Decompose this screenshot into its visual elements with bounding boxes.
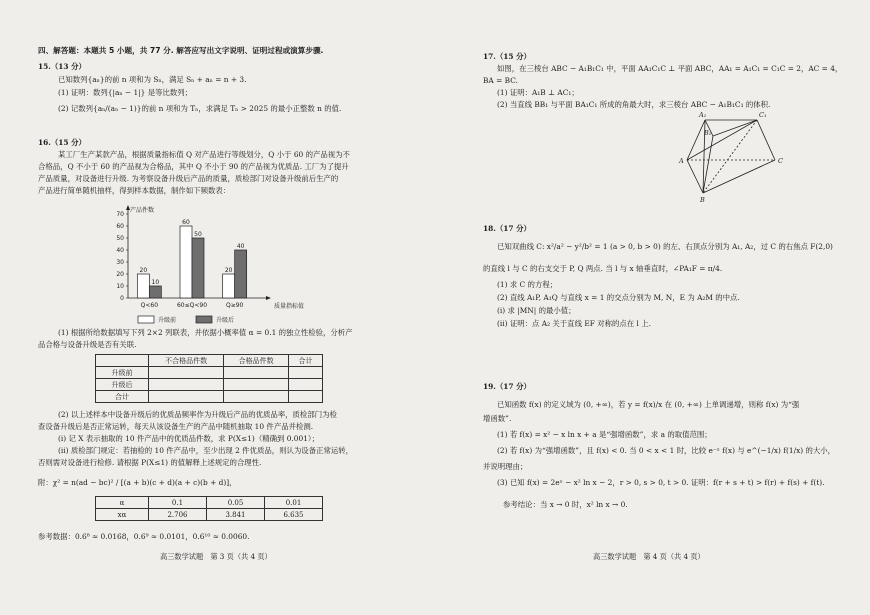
y-tick-label: 10 [116, 283, 124, 290]
legend-label: 升级前 [158, 317, 177, 324]
q16-part2-line: 否则需对设备进行检修. 请根据 P(X≤1) 的值解释上述规定的合理性. [38, 458, 262, 467]
q17-line: (1) 证明：A₁B ⊥ AC₁； [497, 88, 579, 97]
q18-line: 的直线 l 与 C 的右支交于 P, Q 两点. 当 l 与 x 轴垂直时，∠PA₁F = π/4. [483, 264, 723, 273]
table-row [96, 379, 323, 391]
table-cell: α [96, 497, 149, 509]
q16-part2-line: (i) 记 X 表示抽取的 10 件产品中的优质品件数，求 P(X≤1)（精确到 0.001）； [58, 434, 319, 443]
frustum-diagram [677, 108, 792, 206]
q19-reference: 参考结论：当 x → 0 时，x² ln x → 0. [503, 500, 628, 509]
edge-b1c1 [713, 120, 757, 136]
y-tick-label: 20 [116, 271, 124, 278]
q17-title: 17.（15 分） [483, 52, 531, 61]
table-cell: 不合格品件数 [149, 355, 224, 367]
y-tick-label: 30 [116, 259, 124, 266]
data-label: 50 [194, 231, 202, 238]
q17-line: 如图，在三棱台 ABC − A₁B₁C₁ 中，平面 AA₁C₁C ⊥ 平面 ABC，AA₁ = A₁C₁ = C₁C = 2，AC = 4， [497, 64, 843, 73]
q16-part2-line: (2) 以上述样本中设备升级后的优质品频率作为升级后产品的优质品率，质检部门为检 [58, 410, 337, 419]
table-cell [289, 367, 323, 379]
q17-line: BA = BC. [483, 76, 518, 85]
y-tick-label: 70 [116, 211, 124, 218]
section-header: 四、解答题：本题共 5 小题，共 77 分. 解答应写出文字说明、证明过程或演算步骤. [38, 46, 324, 55]
vertex-label: C₁ [759, 111, 767, 119]
chi-square-formula: 附：χ² = n(ad − bc)² / [(a + b)(c + d)(a + c)(b + d)]， [38, 478, 237, 487]
q18-line: (2) 直线 A₁P, A₁Q 与直线 x = 1 的交点分别为 M, N，E 为 A₂M 的中点. [497, 293, 740, 302]
q16-part2-line: (ii) 质检部门规定：若抽检的 10 件产品中，至少出现 2 件优质品，则认为设备正常运转， [58, 446, 354, 455]
q18-line: (i) 求 |MN| 的最小值； [497, 306, 576, 315]
q16-part2-line: 查设备升级后是否正常运转，每天从该设备生产的产品中随机抽取 10 件产品并检测. [38, 422, 314, 431]
q19-line: (2) 若 f(x) 为“强增函数”，且 f(x) < 0. 当 0 < x < 1 时，比较 e⁻ˣ f(x) 与 e^(−1/x) f(1/x) 的大小， [497, 446, 836, 455]
q15-title: 15.（13 分） [38, 62, 86, 71]
diagonal-ac1 [687, 120, 757, 160]
q19-line: 增函数”. [483, 414, 512, 423]
q19-line: 已知函数 f(x) 的定义域为 (0, +∞)，若 y = f(x)/x 在 (0, +∞) 上单调递增，则称 f(x) 为“强 [497, 400, 800, 409]
q16-part1-line: (1) 根据所给数据填写下列 2×2 列联表，并依据小概率值 α = 0.1 的独立性检验，分析产 [58, 328, 353, 337]
table-cell: 合格品件数 [224, 355, 289, 367]
critical-value-table [95, 496, 323, 521]
q16-line: 产品质量，对设备进行升级. 为考察设备升级后产品的质量，质检部门对设备升级前后生产的 [38, 174, 339, 183]
data-label: 60 [182, 219, 190, 226]
page-footer: 高三数学试题 第 3 页（共 4 页） [160, 552, 272, 561]
bar [223, 274, 235, 298]
q15-part1: (1) 证明：数列{|aₙ − 1|} 是等比数列； [58, 88, 193, 97]
edge-aa1 [687, 120, 705, 160]
data-label: 20 [139, 267, 148, 274]
y-tick-label: 0 [120, 295, 124, 302]
table-row [96, 497, 323, 509]
q16-line: 合格品，Q 不小于 60 的产品视为合格品，其中 Q 不小于 90 的产品视为优质品. 工厂为了提升 [38, 162, 349, 171]
q16-line: 产品进行简单随机抽样，得到样本数据，制作如下频数表： [38, 186, 231, 195]
q19-line: (1) 若 f(x) = x² − x ln x + a 是“强增函数”，求 a 的取值范围； [497, 430, 712, 439]
table-cell: 0.1 [149, 497, 207, 509]
category-label: Q<60 [140, 302, 159, 309]
table-cell [289, 391, 323, 403]
right-page [445, 0, 870, 615]
q18-line: (ii) 证明：点 A₂ 关于直线 EF 对称的点在 l 上. [497, 319, 651, 328]
q18-line: (1) 求 C 的方程； [497, 280, 558, 289]
q16-part1-line: 品合格与设备升级是否有关联. [38, 340, 137, 349]
legend-swatch [196, 316, 212, 323]
vertex-label: A₁ [699, 111, 707, 119]
q18-title: 18.（17 分） [483, 224, 531, 233]
bar [192, 238, 204, 298]
table-cell: 3.841 [207, 509, 265, 521]
table-cell: 合计 [289, 355, 323, 367]
contingency-table [95, 354, 323, 403]
table-cell [289, 379, 323, 391]
table-cell [149, 379, 224, 391]
q19-line: 并说明理由； [483, 462, 528, 471]
table-cell [224, 379, 289, 391]
bar [149, 286, 161, 298]
q18-line: 已知双曲线 C: x²/a² − y²/b² = 1 (a > 0, b > 0) 的左、右顶点分别为 A₁, A₂，过 C 的右焦点 F(2,0) [497, 242, 833, 251]
bar [180, 226, 192, 298]
q15-stem: 已知数列{aₙ}的前 n 项和为 Sₙ，满足 Sₙ + aₙ = n + 3. [58, 75, 247, 84]
legend-label: 升级后 [216, 317, 235, 324]
table-row [96, 391, 323, 403]
data-label: 40 [236, 243, 245, 250]
q16-title: 16.（15 分） [38, 138, 86, 147]
edge-cc1 [757, 120, 775, 160]
data-label: 10 [151, 279, 160, 286]
category-label: 60≤Q<90 [176, 302, 208, 309]
x-axis-label: 质量指标值 [274, 303, 305, 310]
bar [235, 250, 247, 298]
table-cell [224, 391, 289, 403]
vertex-label: A [679, 157, 684, 165]
table-cell [96, 355, 149, 367]
table-cell [149, 367, 224, 379]
table-cell: xα [96, 509, 149, 521]
table-cell [224, 367, 289, 379]
vertex-label: B₁ [704, 129, 712, 137]
table-cell: 2.706 [149, 509, 207, 521]
bar [137, 274, 149, 298]
table-row [96, 509, 323, 521]
legend-swatch [138, 316, 154, 323]
q17-line: (2) 当直线 BB₁ 与平面 BA₁C₁ 所成的角最大时，求三棱台 ABC − A₁B₁C₁ 的体积. [497, 100, 771, 109]
data-label: 20 [224, 267, 233, 274]
table-header-row [96, 355, 323, 367]
q15-part2: (2) 记数列{aₙ/(aₙ − 1)}的前 n 项和为 Tₙ，求满足 Tₙ > 2025 的最小正整数 n 的值. [58, 104, 342, 113]
table-cell: 0.05 [207, 497, 265, 509]
page-footer: 高三数学试题 第 4 页（共 4 页） [593, 552, 705, 561]
table-cell: 0.01 [265, 497, 323, 509]
table-cell: 升级前 [96, 367, 149, 379]
edge-bc [703, 160, 775, 193]
chart-title: 产品件数 [130, 207, 155, 214]
frequency-bar-chart [100, 198, 340, 328]
table-row [96, 367, 323, 379]
y-tick-label: 60 [116, 223, 124, 230]
y-tick-label: 40 [116, 247, 124, 254]
reference-data: 参考数据：0.6⁸ ≈ 0.0168，0.6⁹ ≈ 0.0101，0.6¹⁰ ≈ 0.0060. [38, 532, 250, 541]
q19-line: (3) 已知 f(x) = 2eˣ − x² ln x − 2，r > 0, s > 0, t > 0. 证明：f(r + s + t) > f(r) + f(s) + f(t). [497, 478, 825, 487]
category-label: Q≥90 [225, 302, 244, 309]
vertex-label: C [778, 157, 783, 165]
table-cell [149, 391, 224, 403]
q19-title: 19.（17 分） [483, 382, 531, 391]
q16-line: 某工厂生产某款产品，根据质量指标值 Q 对产品进行等级划分，Q 小于 60 的产品视为不 [58, 150, 350, 159]
table-cell: 升级后 [96, 379, 149, 391]
vertex-label: B [700, 196, 705, 204]
edge-ab [687, 160, 703, 193]
table-cell: 6.635 [265, 509, 323, 521]
table-cell: 合计 [96, 391, 149, 403]
x-axis-arrow [266, 296, 271, 300]
y-tick-label: 50 [116, 235, 124, 242]
